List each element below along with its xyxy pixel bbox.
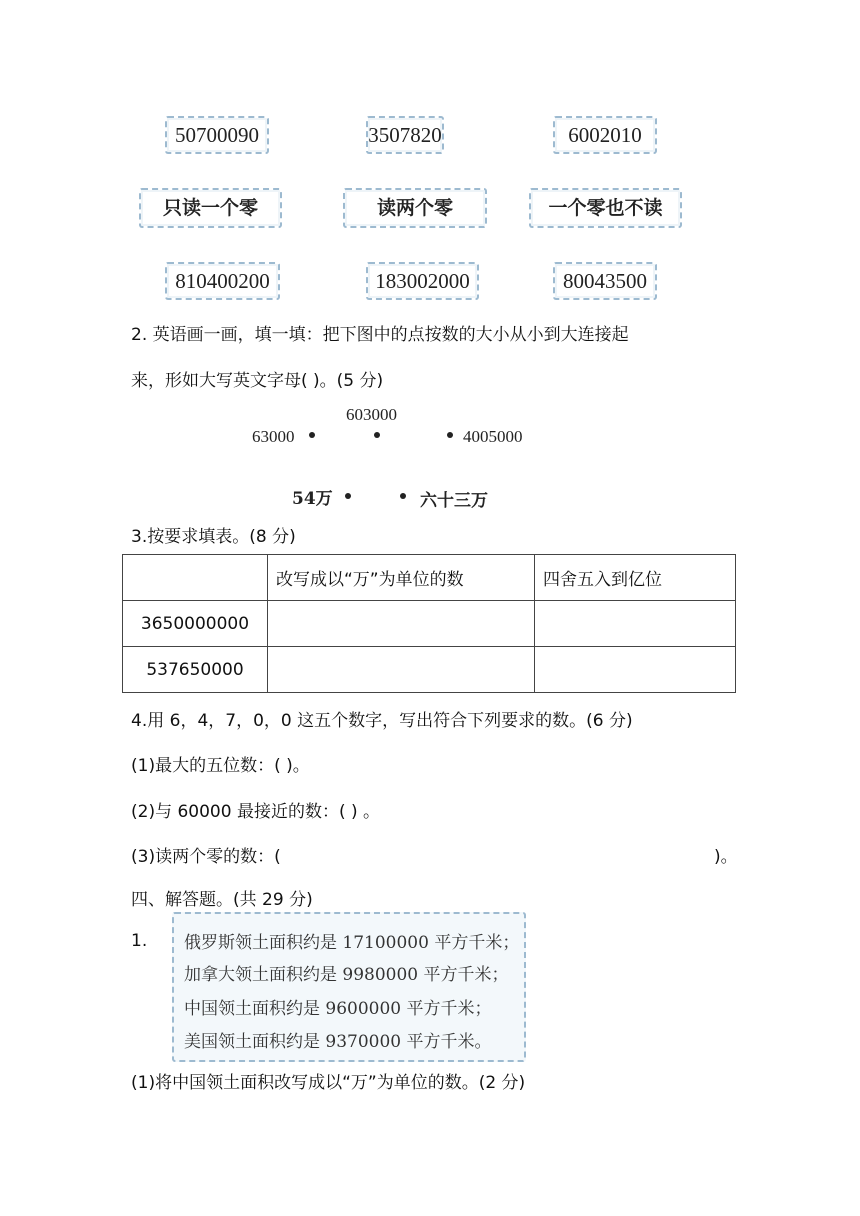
fact-canada: 加拿大领土面积约是 9980000 平方千米； xyxy=(184,965,509,985)
table-cell-number: 3650000000 xyxy=(123,601,268,647)
number-box-2: 3507820 xyxy=(366,116,444,154)
point-dot-603000 xyxy=(374,432,380,438)
number-box-5: 183002000 xyxy=(366,262,479,300)
table-row xyxy=(123,647,736,693)
table-header-cell-1: 改写成以“万”为单位的数 xyxy=(268,555,535,601)
q4-title: 4.用 6，4，7，0，0 这五个数字，写出符合下列要求的数。(6 分) xyxy=(131,711,633,731)
table-cell-answer-wan[interactable] xyxy=(268,601,535,647)
q4-part-1: (1)最大的五位数：( )。 xyxy=(131,756,310,776)
label-box-one-zero: 只读一个零 xyxy=(139,188,282,228)
table-cell-answer-round[interactable] xyxy=(535,601,736,647)
number-box-1: 50700090 xyxy=(165,116,269,154)
fact-china: 中国领土面积约是 9600000 平方千米； xyxy=(184,999,492,1019)
table-header-cell-0 xyxy=(123,555,268,601)
point-dot-54wan xyxy=(345,493,351,499)
section-4-sub-1: (1)将中国领土面积改写成以“万”为单位的数。(2 分) xyxy=(131,1073,526,1093)
table-row xyxy=(123,601,736,647)
number-box-3: 6002010 xyxy=(553,116,657,154)
label-box-two-zeros: 读两个零 xyxy=(343,188,487,228)
q3-title: 3.按要求填表。(8 分) xyxy=(131,527,296,547)
table-header-cell-2: 四舍五入到亿位 xyxy=(535,555,736,601)
q4-part-3: (3)读两个零的数：( xyxy=(131,847,281,867)
point-label-63wan: 六十三万 xyxy=(420,491,488,511)
section-4-title: 四、解答题。(共 29 分) xyxy=(131,890,313,910)
table-cell-answer-round[interactable] xyxy=(535,647,736,693)
fact-usa: 美国领土面积约是 9370000 平方千米。 xyxy=(184,1032,492,1052)
point-label-63000: 63000 xyxy=(252,427,295,446)
point-label-4005000: 4005000 xyxy=(463,427,523,446)
point-label-54wan: 54万 xyxy=(292,489,333,509)
q4-part-2: (2)与 60000 最接近的数：( ) 。 xyxy=(131,802,381,822)
table-cell-number: 537650000 xyxy=(123,647,268,693)
fact-russia: 俄罗斯领土面积约是 17100000 平方千米； xyxy=(184,933,520,953)
q2-line-1: 2. 英语画一画，填一填：把下图中的点按数的大小从小到大连接起 xyxy=(131,325,629,345)
number-box-6: 80043500 xyxy=(553,262,657,300)
point-dot-63wan xyxy=(400,493,406,499)
table-cell-answer-wan[interactable] xyxy=(268,647,535,693)
number-box-4: 810400200 xyxy=(165,262,280,300)
point-label-603000: 603000 xyxy=(346,405,397,424)
point-dot-4005000 xyxy=(447,432,453,438)
q4-part-3-end: )。 xyxy=(714,847,738,867)
area-facts-box xyxy=(172,912,526,1062)
label-box-no-zero: 一个零也不读 xyxy=(529,188,682,228)
q3-table xyxy=(122,554,736,693)
section-4-q1-number: 1. xyxy=(131,931,148,951)
table-header-row xyxy=(123,555,736,601)
q2-line-2: 来，形如大写英文字母( )。(5 分) xyxy=(131,371,384,391)
point-dot-63000 xyxy=(309,432,315,438)
